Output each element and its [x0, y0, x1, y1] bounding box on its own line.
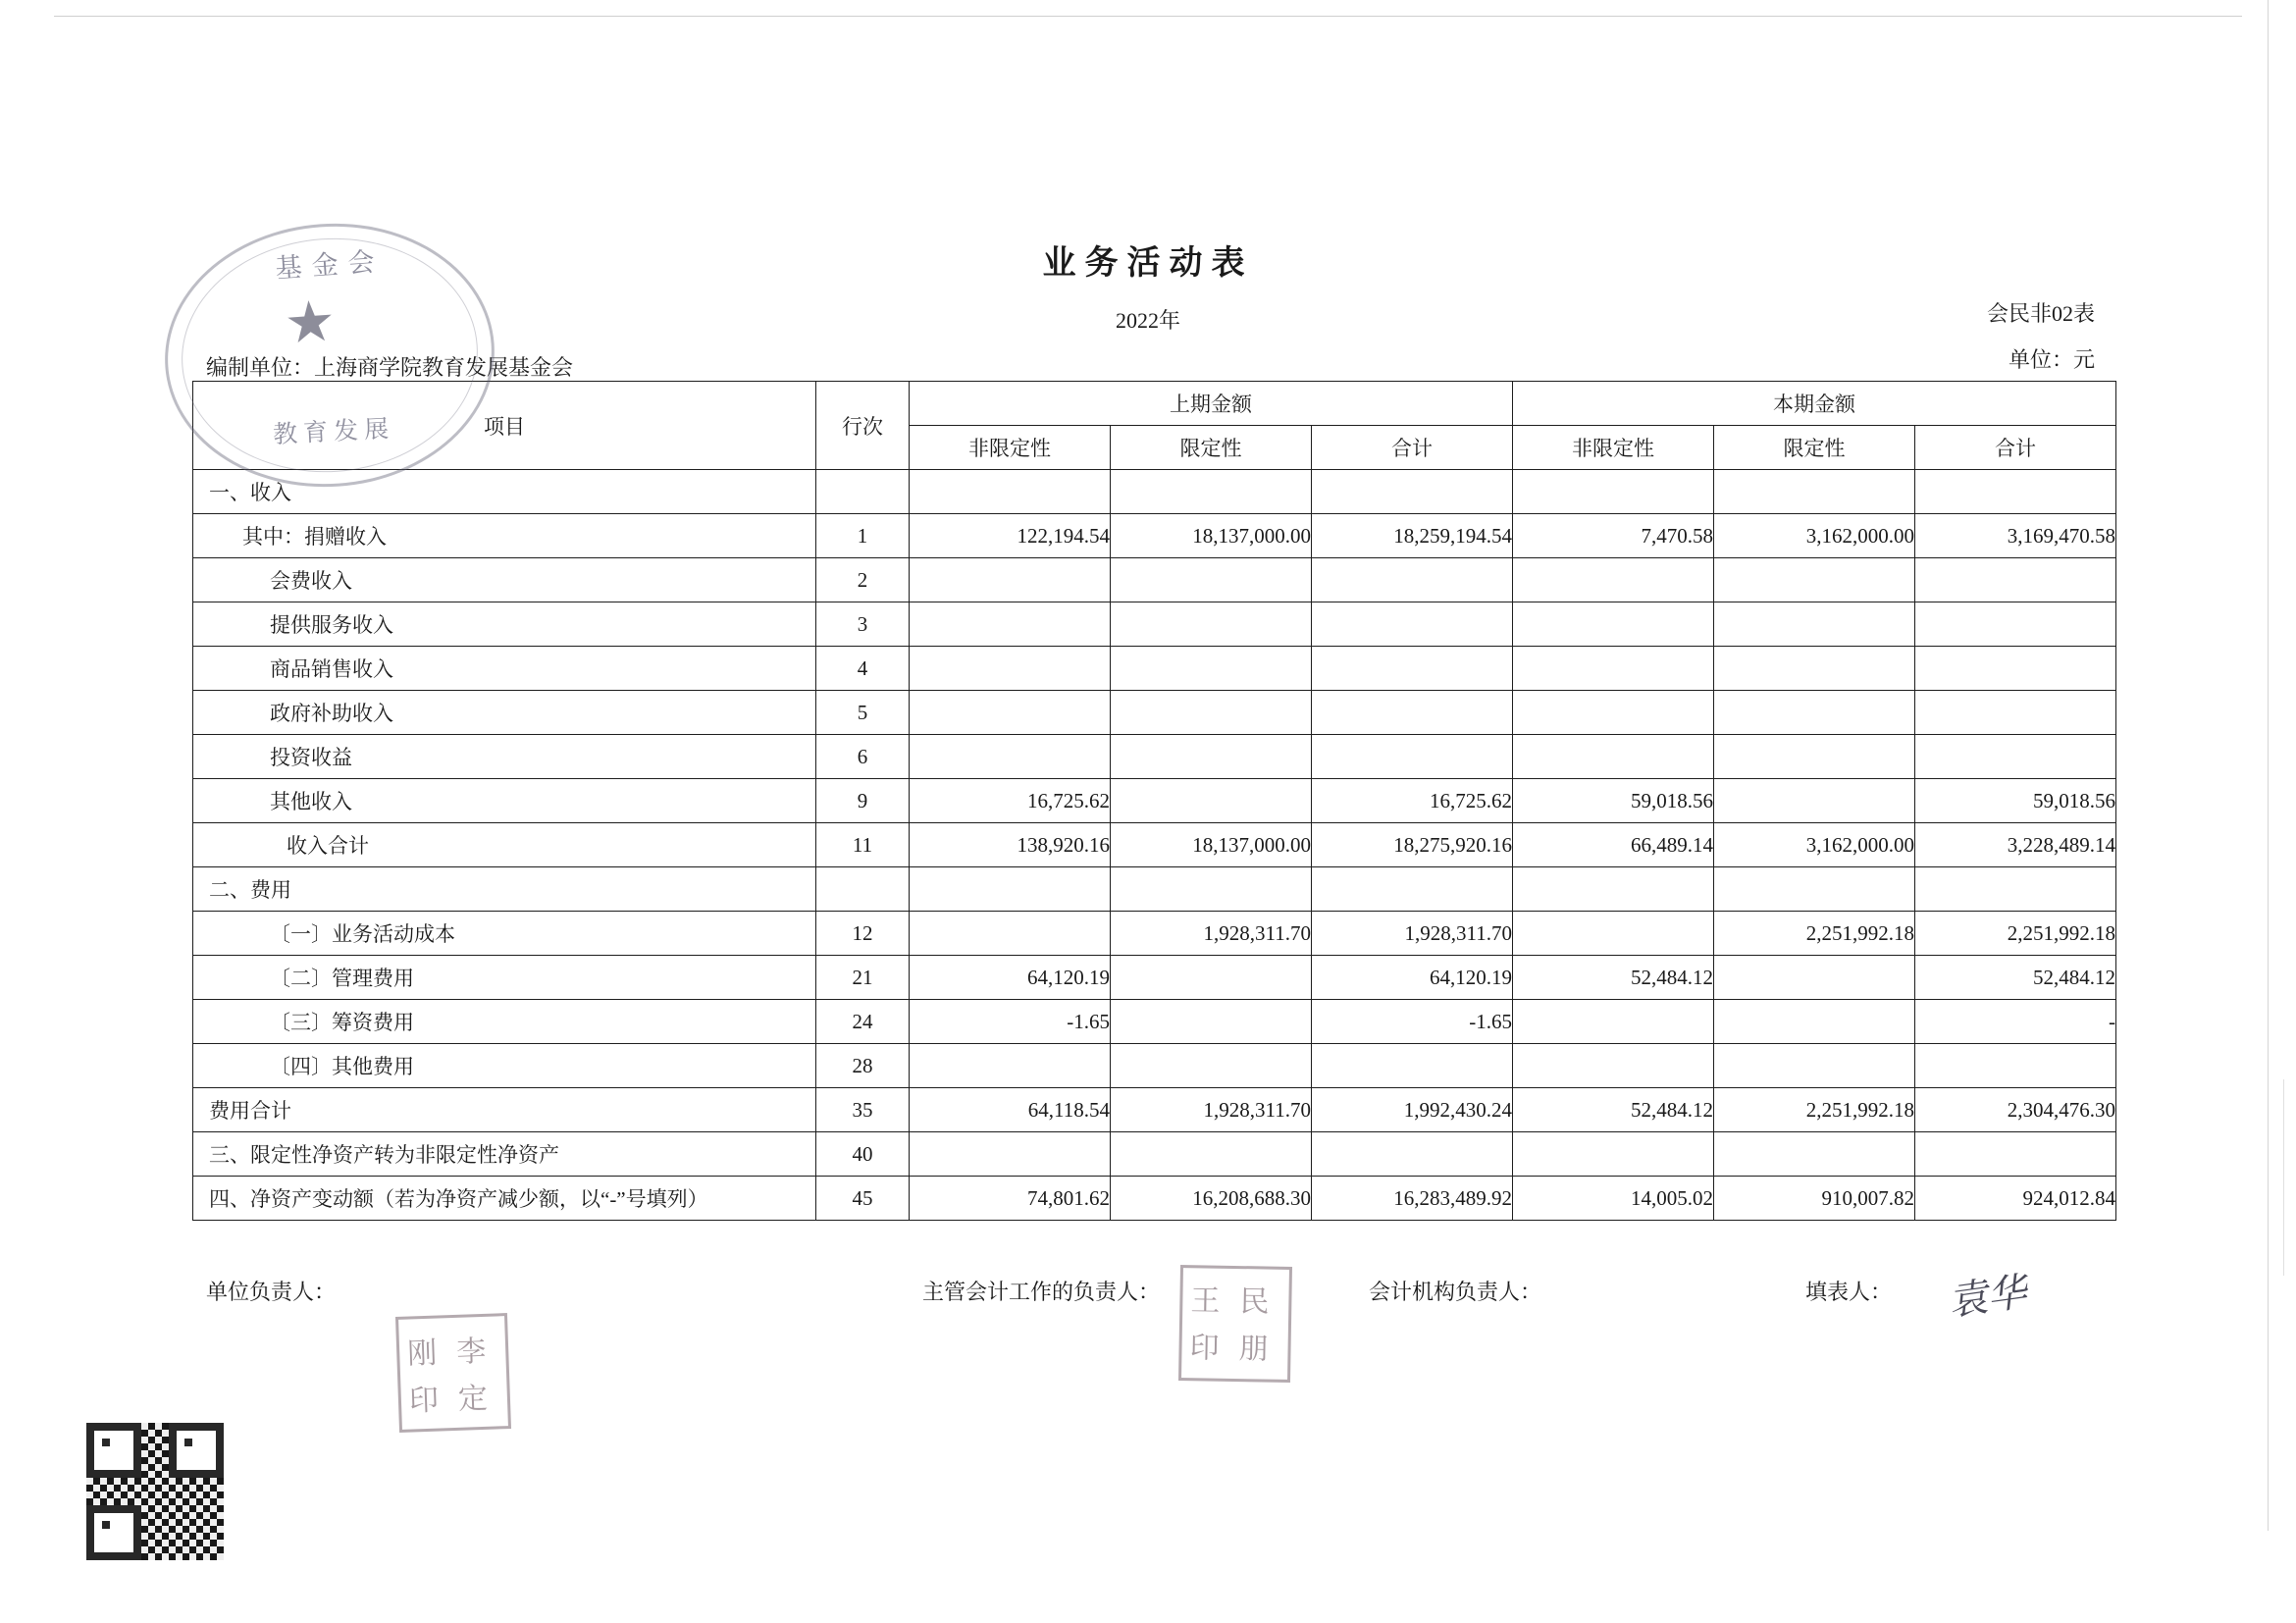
cell-prev-total	[1312, 647, 1513, 691]
cell-prev-total	[1312, 470, 1513, 514]
table-row	[193, 735, 2116, 779]
cell-prev-total	[1312, 735, 1513, 779]
row-item-label: 四、净资产变动额（若为净资产减少额，以“-”号填列）	[193, 1177, 816, 1221]
table-header-row-1	[193, 382, 2116, 426]
cell-cur-unrestricted: 52,484.12	[1513, 1088, 1714, 1132]
cell-prev-unrestricted: 64,120.19	[910, 956, 1111, 1000]
cell-cur-restricted	[1714, 470, 1915, 514]
seal-char: 朋	[1238, 1332, 1269, 1367]
seal-bottom-text: 教育发展	[272, 413, 395, 449]
cell-cur-unrestricted	[1513, 647, 1714, 691]
row-item-label: 费用合计	[193, 1088, 816, 1132]
qr-finder-icon	[86, 1423, 141, 1478]
row-number: 11	[816, 823, 910, 867]
cell-prev-total	[1312, 691, 1513, 735]
cell-prev-unrestricted: 138,920.16	[910, 823, 1111, 867]
cell-prev-unrestricted: 74,801.62	[910, 1177, 1111, 1221]
cell-cur-restricted: 3,162,000.00	[1714, 823, 1915, 867]
cell-prev-unrestricted: 16,725.62	[910, 779, 1111, 823]
signature-accounting-office: 会计机构负责人：	[1369, 1280, 1542, 1304]
row-number: 24	[816, 1000, 910, 1044]
row-item-label: 其中：捐赠收入	[193, 514, 816, 558]
cell-prev-restricted	[1111, 867, 1312, 912]
cell-prev-total: 18,259,194.54	[1312, 514, 1513, 558]
cell-prev-unrestricted	[910, 1044, 1111, 1088]
cell-cur-total	[1915, 1132, 2116, 1177]
cell-cur-restricted	[1714, 558, 1915, 602]
row-item-label: 〔四〕其他费用	[193, 1044, 816, 1088]
cell-prev-total	[1312, 602, 1513, 647]
table-row	[193, 867, 2116, 912]
handwritten-signature: 袁华	[1945, 1269, 2030, 1326]
row-number: 12	[816, 912, 910, 956]
table-row	[193, 1088, 2116, 1132]
cell-cur-total: 3,228,489.14	[1915, 823, 2116, 867]
cell-prev-restricted	[1111, 558, 1312, 602]
scan-edge-line	[54, 16, 2242, 17]
cell-prev-total: 16,725.62	[1312, 779, 1513, 823]
cell-cur-unrestricted: 14,005.02	[1513, 1177, 1714, 1221]
cell-prev-total	[1312, 1044, 1513, 1088]
table-row	[193, 1132, 2116, 1177]
seal-top-text: 基金会	[274, 246, 386, 285]
row-number: 40	[816, 1132, 910, 1177]
table-row	[193, 912, 2116, 956]
row-number: 35	[816, 1088, 910, 1132]
row-number: 5	[816, 691, 910, 735]
cell-cur-total	[1915, 470, 2116, 514]
cell-cur-unrestricted	[1513, 1000, 1714, 1044]
cell-prev-total: 64,120.19	[1312, 956, 1513, 1000]
row-number	[816, 867, 910, 912]
cell-prev-unrestricted	[910, 691, 1111, 735]
row-item-label: 商品销售收入	[193, 647, 816, 691]
cell-cur-restricted: 2,251,992.18	[1714, 912, 1915, 956]
cell-cur-restricted	[1714, 867, 1915, 912]
row-item-label: 会费收入	[193, 558, 816, 602]
cell-cur-total: 52,484.12	[1915, 956, 2116, 1000]
cell-cur-total	[1915, 602, 2116, 647]
header-prev-restricted: 限定性	[1111, 426, 1312, 470]
table-row	[193, 558, 2116, 602]
header-current-restricted: 限定性	[1714, 426, 1915, 470]
table-row	[193, 1177, 2116, 1221]
cell-prev-restricted	[1111, 779, 1312, 823]
form-code: 会民非02表	[1986, 301, 2095, 326]
seal-char: 刚	[406, 1335, 438, 1372]
header-current-unrestricted: 非限定性	[1513, 426, 1714, 470]
header-current-total: 合计	[1915, 426, 2116, 470]
table-row	[193, 1000, 2116, 1044]
row-item-label: 政府补助收入	[193, 691, 816, 735]
cell-cur-total	[1915, 867, 2116, 912]
cell-cur-total: 3,169,470.58	[1915, 514, 2116, 558]
cell-prev-restricted	[1111, 647, 1312, 691]
cell-prev-restricted: 18,137,000.00	[1111, 823, 1312, 867]
header-prev-unrestricted: 非限定性	[910, 426, 1111, 470]
seal-char: 定	[457, 1381, 489, 1417]
table-row	[193, 1044, 2116, 1088]
row-number: 45	[816, 1177, 910, 1221]
row-item-label: 三、限定性净资产转为非限定性净资产	[193, 1132, 816, 1177]
table-row	[193, 647, 2116, 691]
cell-prev-total: 16,283,489.92	[1312, 1177, 1513, 1221]
row-number	[816, 470, 910, 514]
cell-cur-total: 59,018.56	[1915, 779, 2116, 823]
cell-cur-unrestricted	[1513, 735, 1714, 779]
row-item-label: 二、费用	[193, 867, 816, 912]
table-body	[193, 470, 2116, 1221]
cell-prev-total: 1,992,430.24	[1312, 1088, 1513, 1132]
cell-cur-unrestricted: 66,489.14	[1513, 823, 1714, 867]
row-item-label: 收入合计	[193, 823, 816, 867]
cell-prev-total: 1,928,311.70	[1312, 912, 1513, 956]
cell-prev-restricted	[1111, 691, 1312, 735]
document-year: 2022年	[1115, 308, 1180, 333]
table-row	[193, 514, 2116, 558]
cell-prev-restricted	[1111, 956, 1312, 1000]
cell-cur-unrestricted	[1513, 1044, 1714, 1088]
cell-cur-total: 2,304,476.30	[1915, 1088, 2116, 1132]
cell-cur-unrestricted	[1513, 912, 1714, 956]
cell-prev-unrestricted	[910, 867, 1111, 912]
cell-prev-total	[1312, 1132, 1513, 1177]
cell-cur-restricted: 2,251,992.18	[1714, 1088, 1915, 1132]
cell-cur-restricted	[1714, 779, 1915, 823]
cell-cur-total	[1915, 735, 2116, 779]
cell-prev-restricted: 1,928,311.70	[1111, 1088, 1312, 1132]
row-number: 3	[816, 602, 910, 647]
cell-prev-unrestricted	[910, 1132, 1111, 1177]
row-item-label: 〔三〕筹资费用	[193, 1000, 816, 1044]
cell-cur-unrestricted	[1513, 867, 1714, 912]
cell-prev-restricted	[1111, 602, 1312, 647]
qr-finder-icon	[169, 1423, 224, 1478]
cell-prev-restricted	[1111, 1132, 1312, 1177]
cell-cur-restricted	[1714, 956, 1915, 1000]
cell-cur-total	[1915, 647, 2116, 691]
signature-unit-head: 单位负责人：	[206, 1280, 337, 1304]
qr-code	[86, 1423, 224, 1560]
cell-prev-unrestricted	[910, 912, 1111, 956]
row-item-label: 其他收入	[193, 779, 816, 823]
cell-prev-unrestricted: -1.65	[910, 1000, 1111, 1044]
cell-prev-unrestricted: 64,118.54	[910, 1088, 1111, 1132]
cell-cur-unrestricted: 7,470.58	[1513, 514, 1714, 558]
row-item-label: 〔二〕管理费用	[193, 956, 816, 1000]
seal-char: 印	[1189, 1331, 1220, 1366]
cell-cur-total: 2,251,992.18	[1915, 912, 2116, 956]
cell-prev-restricted	[1111, 470, 1312, 514]
seal-star-icon: ★	[282, 288, 339, 356]
cell-cur-unrestricted	[1513, 691, 1714, 735]
seal-char: 李	[455, 1334, 487, 1370]
cell-prev-total	[1312, 558, 1513, 602]
cell-cur-restricted	[1714, 1044, 1915, 1088]
cell-prev-unrestricted	[910, 470, 1111, 514]
cell-cur-total	[1915, 558, 2116, 602]
row-item-label: 一、收入	[193, 470, 816, 514]
row-item-label: 提供服务收入	[193, 602, 816, 647]
cell-cur-restricted	[1714, 647, 1915, 691]
cell-cur-restricted	[1714, 602, 1915, 647]
cell-prev-unrestricted	[910, 558, 1111, 602]
scan-edge-line	[2268, 0, 2269, 1531]
row-item-label: 〔一〕业务活动成本	[193, 912, 816, 956]
cell-cur-total	[1915, 691, 2116, 735]
cell-prev-restricted	[1111, 735, 1312, 779]
qr-finder-icon	[86, 1505, 141, 1560]
cell-cur-total	[1915, 1044, 2116, 1088]
row-number: 28	[816, 1044, 910, 1088]
cell-cur-restricted	[1714, 691, 1915, 735]
seal-char: 民	[1239, 1284, 1270, 1320]
table-row	[193, 956, 2116, 1000]
table-row	[193, 602, 2116, 647]
cell-prev-unrestricted	[910, 602, 1111, 647]
cell-cur-restricted	[1714, 735, 1915, 779]
cell-cur-restricted: 910,007.82	[1714, 1177, 1915, 1221]
cell-prev-unrestricted	[910, 735, 1111, 779]
cell-cur-unrestricted: 59,018.56	[1513, 779, 1714, 823]
header-current-period: 本期金额	[1513, 382, 2116, 426]
table-row	[193, 470, 2116, 514]
signature-accounting-head: 主管会计工作的负责人：	[922, 1280, 1161, 1304]
cell-prev-total: 18,275,920.16	[1312, 823, 1513, 867]
document-title: 业务活动表	[1042, 243, 1254, 283]
cell-cur-unrestricted	[1513, 470, 1714, 514]
cell-prev-unrestricted: 122,194.54	[910, 514, 1111, 558]
cell-cur-total: 924,012.84	[1915, 1177, 2116, 1221]
cell-cur-unrestricted	[1513, 602, 1714, 647]
row-number: 21	[816, 956, 910, 1000]
name-seal-unit-head	[395, 1313, 511, 1433]
cell-prev-restricted	[1111, 1000, 1312, 1044]
table-row	[193, 691, 2116, 735]
preparing-organization: 编制单位：上海商学院教育发展基金会	[206, 355, 574, 380]
row-number: 1	[816, 514, 910, 558]
seal-char: 王	[1190, 1283, 1221, 1319]
cell-prev-restricted: 18,137,000.00	[1111, 514, 1312, 558]
row-number: 4	[816, 647, 910, 691]
cell-prev-total	[1312, 867, 1513, 912]
cell-prev-total: -1.65	[1312, 1000, 1513, 1044]
scan-edge-line	[2283, 1079, 2284, 1276]
cell-cur-unrestricted	[1513, 558, 1714, 602]
header-prev-period: 上期金额	[910, 382, 1513, 426]
cell-cur-unrestricted	[1513, 1132, 1714, 1177]
currency-unit-note: 单位：元	[2008, 347, 2095, 372]
cell-cur-total: -	[1915, 1000, 2116, 1044]
row-item-label: 投资收益	[193, 735, 816, 779]
cell-prev-restricted: 1,928,311.70	[1111, 912, 1312, 956]
cell-cur-unrestricted: 52,484.12	[1513, 956, 1714, 1000]
row-number: 2	[816, 558, 910, 602]
signature-preparer: 填表人：	[1805, 1280, 1893, 1304]
cell-cur-restricted: 3,162,000.00	[1714, 514, 1915, 558]
cell-prev-unrestricted	[910, 647, 1111, 691]
table-row	[193, 779, 2116, 823]
cell-cur-restricted	[1714, 1000, 1915, 1044]
header-row-no: 行次	[816, 382, 910, 470]
financial-statement-table	[192, 381, 2116, 1221]
cell-prev-restricted: 16,208,688.30	[1111, 1177, 1312, 1221]
cell-cur-restricted	[1714, 1132, 1915, 1177]
header-prev-total: 合计	[1312, 426, 1513, 470]
seal-char: 印	[408, 1383, 440, 1419]
row-number: 6	[816, 735, 910, 779]
table-row	[193, 823, 2116, 867]
name-seal-accounting-head	[1178, 1265, 1292, 1383]
header-item: 项目	[193, 382, 816, 470]
cell-prev-restricted	[1111, 1044, 1312, 1088]
row-number: 9	[816, 779, 910, 823]
